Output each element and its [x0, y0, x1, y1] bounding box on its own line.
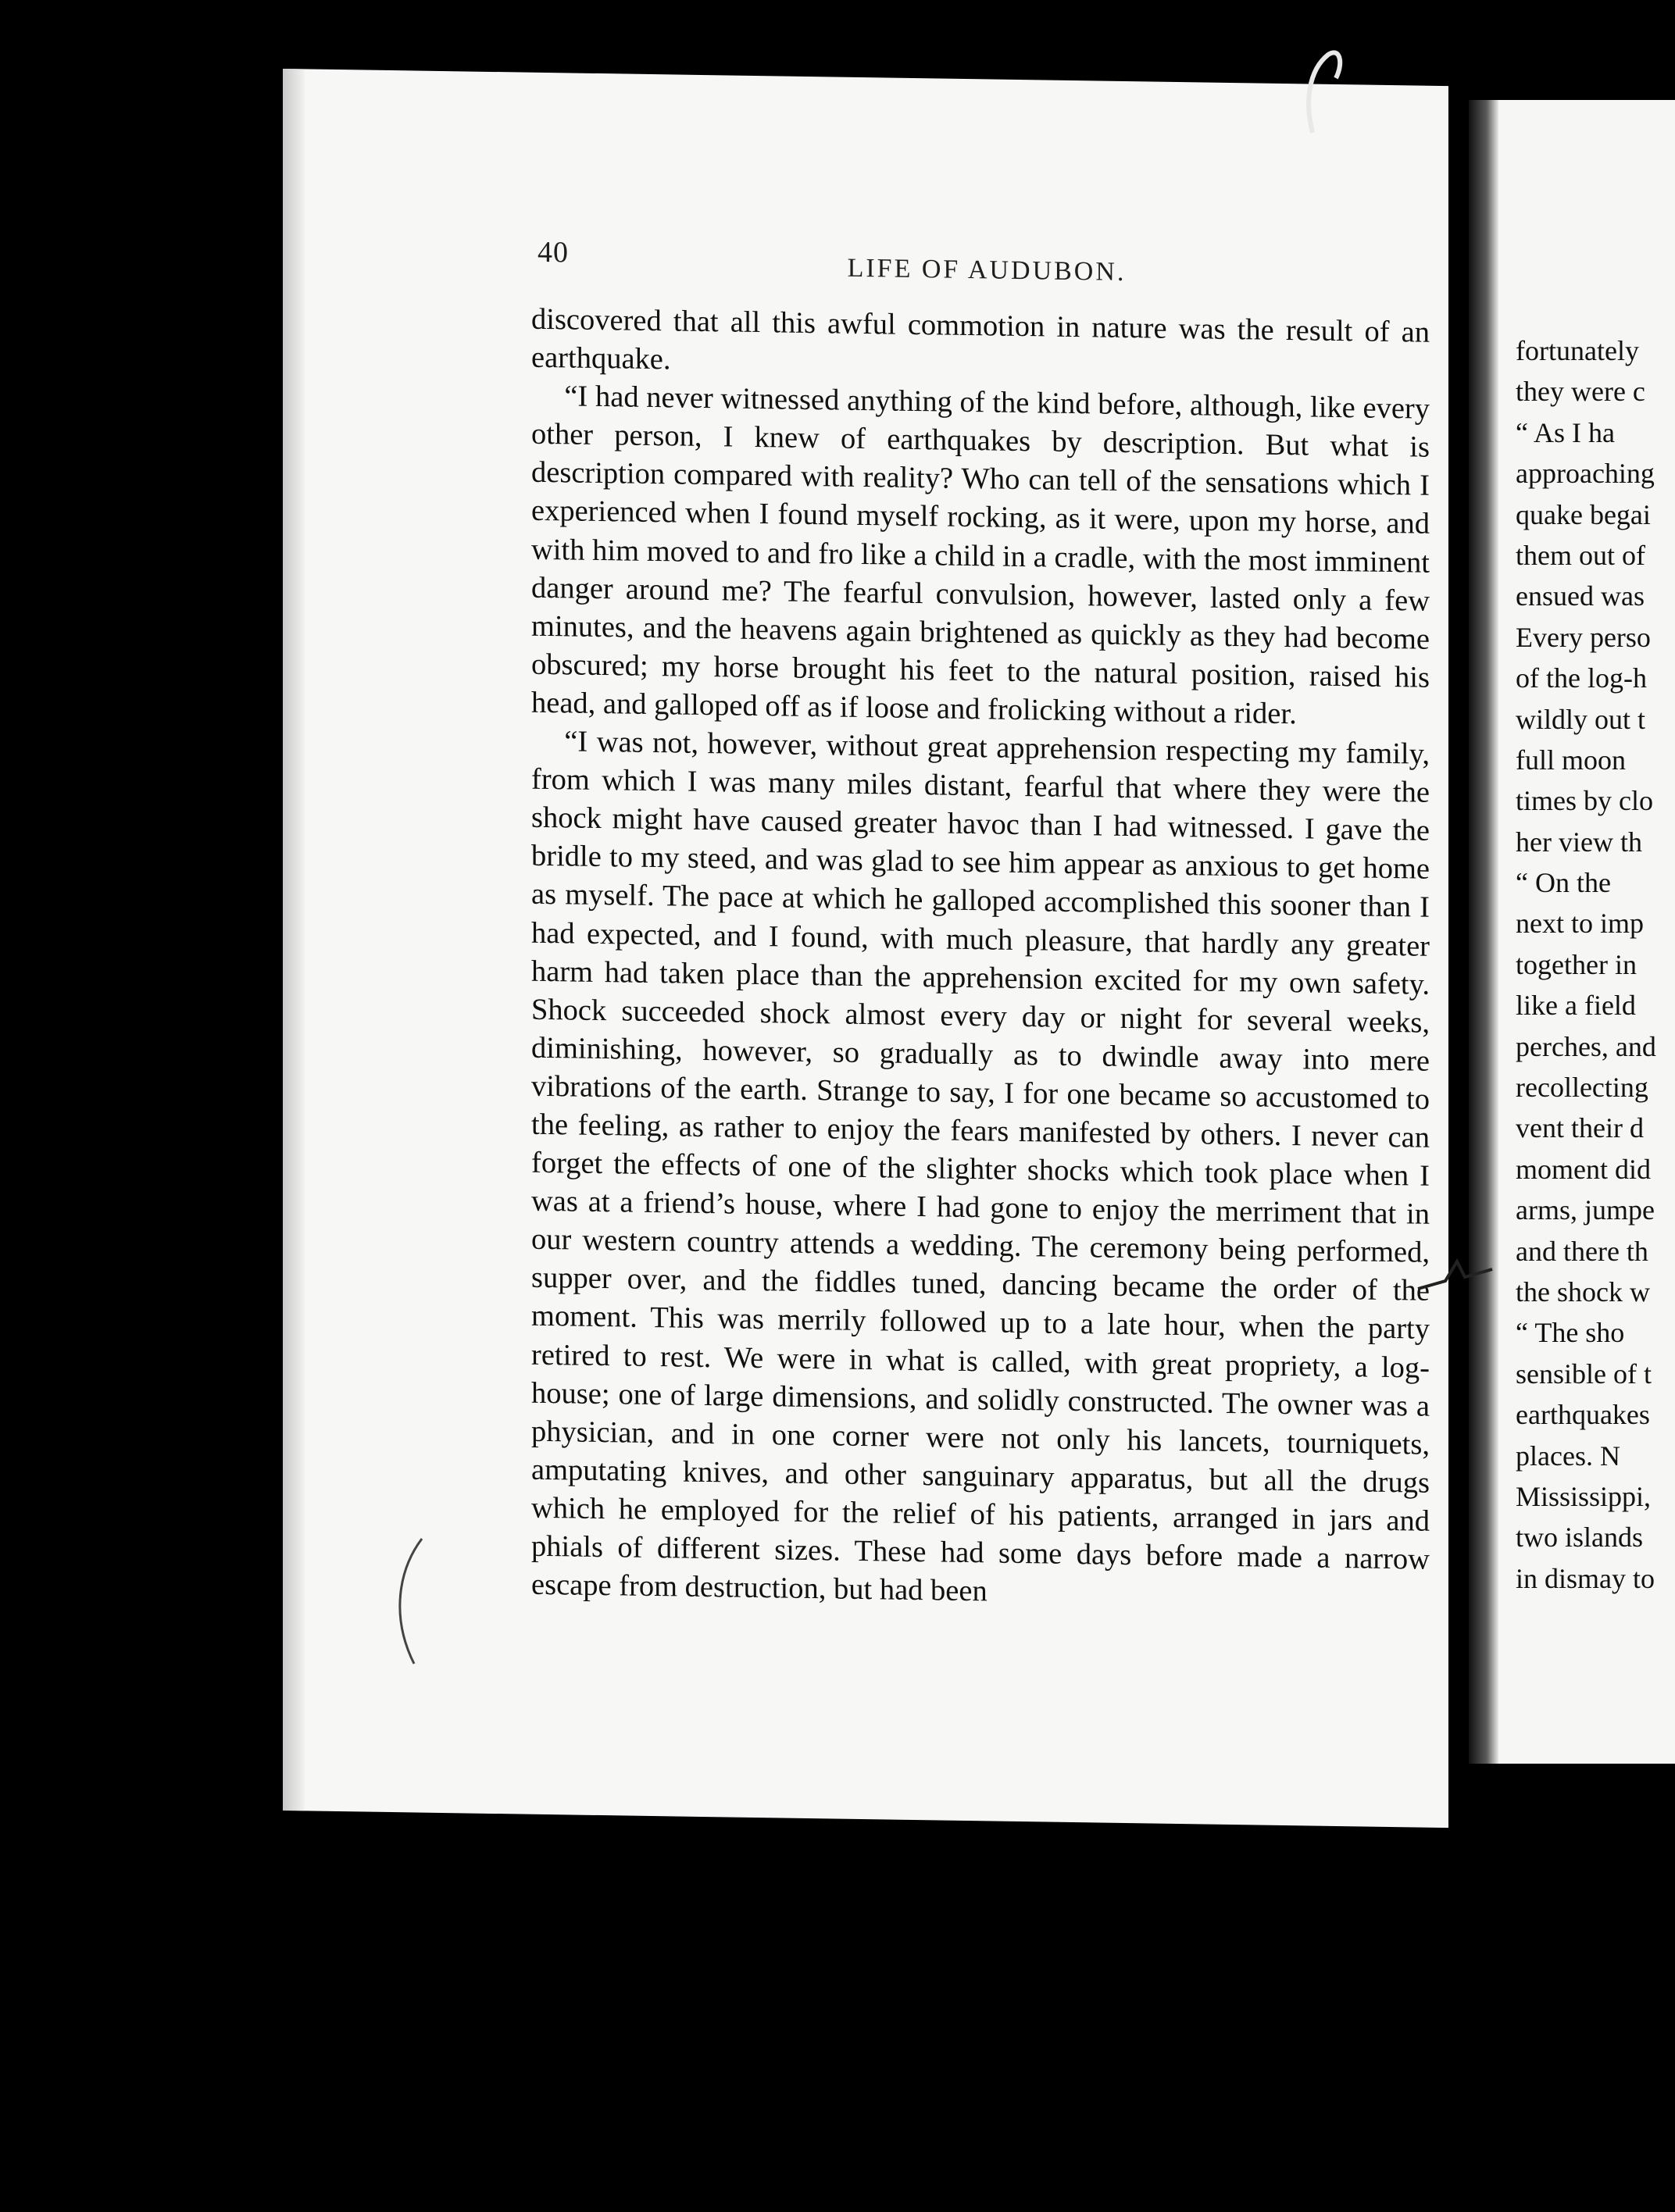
facing-page-line: and there th	[1516, 1235, 1648, 1267]
facing-page-line: Every perso	[1516, 621, 1651, 653]
facing-page-line: her view th	[1516, 826, 1642, 858]
facing-page-line: vent their d	[1516, 1112, 1644, 1144]
facing-page-line: “ The sho	[1516, 1317, 1625, 1349]
body-text	[531, 301, 1430, 1618]
facing-page-line: “ On the	[1516, 867, 1611, 899]
facing-page-text	[1516, 330, 1675, 1599]
facing-page-line: them out of	[1516, 539, 1645, 571]
binding-thread-mark	[1297, 39, 1359, 141]
facing-page-line: perches, and	[1516, 1030, 1656, 1062]
facing-page-line: sensible of t	[1516, 1358, 1652, 1390]
paragraph: discovered that all this awful commotion in nature was the result of an earthquake.	[531, 302, 1430, 376]
facing-page	[1469, 100, 1675, 1764]
facing-page-line: like a field	[1516, 990, 1636, 1022]
facing-page-line: wildly out t	[1516, 703, 1646, 735]
facing-page-line: earthquakes	[1516, 1399, 1650, 1431]
facing-page-line: full moon	[1516, 744, 1626, 776]
facing-page-line: together in	[1516, 948, 1637, 980]
paragraph: “I was not, however, without great apprehension respecting my family, from which I was many miles distant, fearful that where they were the shock might have caused greater havoc than I had witnessed. I gave the bridle to my steed, and was glad to see him appear as anxious to get home as myself. The pace at which he galloped accomplished this sooner than I had expected, and I found, with much pleasure, that hardly any greater harm had taken place than the apprehension excited for my own safety. Shock succeeded shock almost every day or night for several weeks, diminishing, however, so gradually as to dwindle away into mere vibrations of the earth. Strange to say, I for one became so accustomed to the feeling, as rather to enjoy the fears manifested by others. I never can forget the effects of one of the slighter shocks which took place when I was at a friend’s house, where I had gone to enjoy the merriment that in our western country attends a wedding. The ceremony being performed, supper over, and the fiddles tuned, dancing became the order of the moment. This was merrily followed up to a late hour, when the party retired to rest. We were in what is called, with great propriety, a log-house; one of large dimensions, and solidly constructed. The owner was a physician, and in one corner were not only his lancets, tourniquets, amputating knives, and other sanguinary apparatus, but all the drugs which he employed for the relief of his patients, arranged in jars and phials of different sizes. These had some days before made a narrow escape from destruction, but had been	[531, 725, 1430, 1608]
facing-page-line: recollecting	[1516, 1072, 1648, 1104]
facing-page-line: the shock w	[1516, 1275, 1650, 1308]
facing-page-line: of the log-h	[1516, 662, 1647, 694]
paragraph: “I had never witnessed anything of the kind before, although, like every other person, I knew of earthquakes by description. But what is description compared with reality? Who can tell of the sensations which I experienced when I found myself rocking, as it were, upon my horse, and with him moved to and fro like a child in a cradle, with the most imminent danger around me? The fearful convulsion, however, lasted only a few minutes, and the heavens again brightened as quickly as they had become obscured; my horse brought his feet to the natural position, raised his head, and galloped off as if loose and frolicking without a rider.	[531, 380, 1430, 731]
facing-page-line: they were c	[1516, 376, 1645, 408]
binding-gutter	[1469, 100, 1498, 1764]
page-header	[538, 235, 1436, 295]
margin-pencil-mark	[391, 1531, 438, 1671]
facing-page-line: next to imp	[1516, 908, 1644, 940]
facing-page-line: times by clo	[1516, 785, 1653, 817]
facing-page-line: ensued was	[1516, 580, 1645, 612]
margin-checkmark	[1414, 1250, 1500, 1297]
left-page	[283, 69, 1448, 1828]
facing-page-line: moment did	[1516, 1153, 1651, 1185]
facing-page-line: two islands	[1516, 1522, 1644, 1554]
facing-page-line: approaching	[1516, 458, 1655, 490]
running-head: LIFE OF AUDUBON.	[847, 253, 1127, 287]
page-number: 40	[538, 235, 569, 269]
facing-page-line: places. N	[1516, 1440, 1620, 1472]
facing-page-line: Mississippi,	[1516, 1480, 1652, 1512]
facing-page-line: “ As I ha	[1516, 416, 1615, 448]
page-edge-shadow	[283, 69, 305, 1811]
facing-page-line: in dismay to	[1516, 1562, 1655, 1594]
facing-page-line: quake begai	[1516, 498, 1651, 530]
facing-page-line: fortunately	[1516, 335, 1639, 366]
facing-page-line: arms, jumpe	[1516, 1194, 1655, 1226]
